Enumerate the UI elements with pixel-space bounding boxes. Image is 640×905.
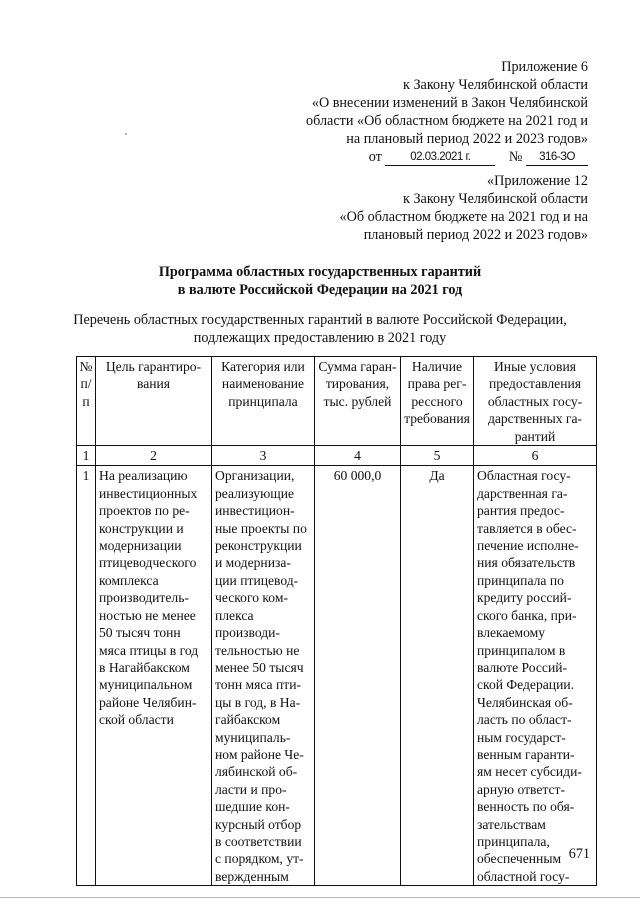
column-number-row [77,446,597,466]
cell-line: областной госу- [477,868,570,884]
cell-line: птицеводческого [99,555,197,571]
number-prefix: № [508,149,523,165]
cell-line: венным гаранти- [477,746,575,762]
cell-line: влекаемому [477,625,546,641]
scan-edge-line [0,897,640,898]
column-number: 6 [474,446,597,466]
cell-line: муниципальном [99,677,193,693]
cell-line: ные проекты по [215,520,307,536]
cell-line: зательствам [477,816,546,832]
appendix2-line: плановый период 2022 и 2023 годов» [363,227,588,243]
amount-cell: 60 000,0 [315,466,401,886]
cell-line: ласти и про- [215,781,287,797]
cell-line: вержденным [215,868,289,884]
cell-line: тельностью не [215,642,300,658]
cell-line: производи- [215,625,280,641]
column-number: 2 [96,446,212,466]
subtitle-line: подлежащих предоставлению в 2021 году [193,330,447,346]
cell-line: гайбакском [215,712,281,728]
appendix-line: к Закону Челябинской области [403,77,588,93]
cell-line: рантия предос- [477,503,565,519]
document-title [0,263,640,299]
cell-line: арную ответст- [477,781,565,797]
document-subtitle [0,311,640,347]
cell-line: цы в год, в На- [215,694,301,710]
header-row [77,357,597,446]
cell-line: менее 50 тысяч [215,659,304,675]
regress-cell: Да [401,466,474,886]
scan-speck [125,133,127,135]
cell-line: с порядком, ут- [215,851,304,867]
appendix-line: Приложение 6 [501,59,588,75]
page-number: 671 [568,846,590,862]
cell-line: тавляется в обес- [477,520,577,536]
cell-line: принципалом в [477,642,566,658]
cell-line: шедшие кон- [215,799,290,815]
cell-line: обеспеченным [477,851,562,867]
header-cell-number: № п/п [77,357,96,446]
appendix2-line: «Приложение 12 [487,173,588,189]
cell-line: ского банка, при- [477,607,577,623]
principal-cell [212,466,315,886]
cell-line: инвестиционных [99,485,198,501]
cell-line: комплекса [99,572,159,588]
cell-line: Организации, [215,468,295,484]
date-number-line [306,148,588,166]
date-prefix: от [368,149,382,165]
header-cell-conditions: Иные условия предоставления областных госу- дарственных га- рантий [474,357,597,446]
cell-line: реконструкции [215,538,302,554]
appendix-header [306,58,588,166]
appendix-line: области «Об областном бюджете на 2021 год и [306,113,588,129]
cell-line: реализующие [215,485,295,501]
cell-line: лябинской об- [215,764,298,780]
appendix2-line: к Закону Челябинской области [403,191,588,207]
cell-line: 50 тысяч тонн [99,625,181,641]
header-cell-regress: Наличие права рег- рессного требования [401,357,474,446]
subtitle-line: Перечень областных государственных гарантий в валюте Российской Федерации, [73,312,567,328]
cell-line: ции птицевод- [215,572,299,588]
cell-line: ном районе Че- [215,746,304,762]
cell-line: тонн мяса пти- [215,677,302,693]
law-number: 316-ЗО [526,150,588,166]
appendix2-line: «Об областном бюджете на 2021 год и на [339,209,588,225]
cell-line: конструкции и [99,520,184,536]
cell-line: Областная госу- [477,468,571,484]
cell-line: ям несет субсиди- [477,764,582,780]
purpose-cell [96,466,212,886]
column-number: 5 [401,446,474,466]
cell-line: плекса [215,607,254,623]
row-number: 1 [77,466,96,886]
appendix-line: «О внесении изменений в Закон Челябинской [311,95,588,111]
cell-line: ласть по област- [477,712,572,728]
cell-line: венность по обя- [477,799,575,815]
cell-line: ния обязательств [477,555,576,571]
law-date: 02.03.2021 г. [385,150,495,166]
cell-line: принципала по [477,572,564,588]
cell-line: принципала, [477,833,550,849]
title-line: в валюте Российской Федерации на 2021 год [177,282,463,298]
cell-line: муниципаль- [215,729,291,745]
cell-line: в соответствии [215,833,302,849]
cell-line: курсный отбор [215,816,302,832]
cell-line: районе Челябин- [99,694,197,710]
title-line: Программа областных государственных гарантий [158,264,482,280]
cell-line: проектов по ре- [99,503,190,519]
guarantees-table [76,356,597,886]
table-row [77,466,597,886]
column-number: 4 [315,446,401,466]
cell-line: ностью не менее [99,607,196,623]
column-number: 1 [77,446,96,466]
cell-line: Челябинская об- [477,694,573,710]
cell-line: мяса птицы в год [99,642,199,658]
cell-line: кредиту россий- [477,590,572,606]
cell-line: дарственная га- [477,485,568,501]
cell-line: и модерниза- [215,555,291,571]
cell-line: инвестицион- [215,503,295,519]
cell-line: в Нагайбакском [99,659,190,675]
header-cell-purpose: Цель гарантиро- вания [96,357,212,446]
cell-line: модернизации [99,538,182,554]
cell-line: печение исполне- [477,538,579,554]
cell-line: ным государст- [477,729,566,745]
cell-line: На реализацию [99,468,188,484]
header-cell-principal: Категория или наименование принципала [212,357,315,446]
column-number: 3 [212,446,315,466]
header-cell-amount: Сумма гаран- тирования, тыс. рублей [315,357,401,446]
appendix-line: на плановый период 2022 и 2023 годов» [346,131,588,147]
cell-line: ческого ком- [215,590,288,606]
cell-line: ской Федерации. [477,677,575,693]
cell-line: ской области [99,712,174,728]
cell-line: производитель- [99,590,189,606]
cell-line: валюте Россий- [477,659,568,675]
appendix-12-header [340,172,588,244]
conditions-cell [474,466,597,886]
